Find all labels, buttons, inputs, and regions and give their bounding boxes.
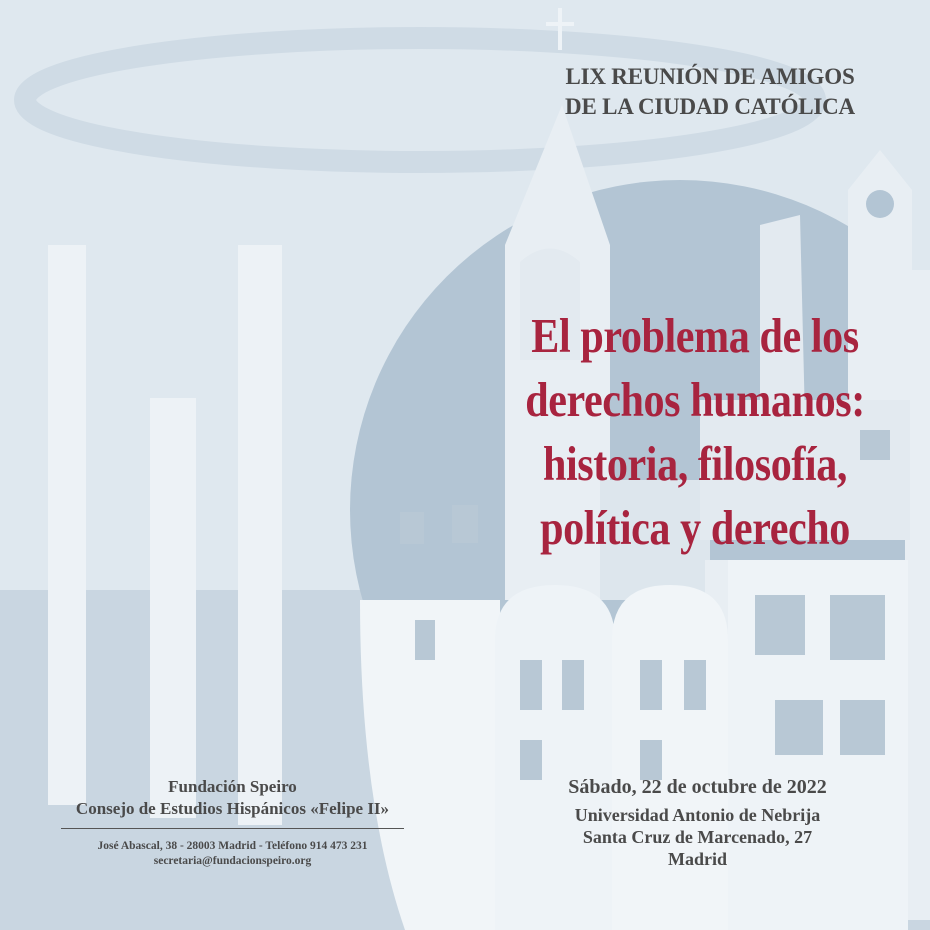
meeting-header [480, 62, 930, 122]
event-details [520, 774, 875, 870]
organizer-council: Consejo de Estudios Hispánicos «Felipe II» [75, 799, 390, 818]
title-line-3: historia, filosofía, [543, 436, 847, 491]
header-line-2: DE LA CIUDAD CATÓLICA [565, 94, 855, 119]
divider-line [61, 828, 404, 829]
organizer-email: secretaria@fundacionspeiro.org [153, 855, 312, 867]
title-line-1: El problema de los [531, 308, 859, 363]
event-city: Madrid [667, 849, 727, 869]
event-title [502, 304, 889, 560]
organizer-block [55, 776, 410, 869]
event-street: Santa Cruz de Marcenado, 27 [582, 827, 813, 847]
organizer-address: José Abascal, 38 - 28003 Madrid - Teléfono 914 473 231 [97, 840, 368, 852]
header-line-1: LIX REUNIÓN DE AMIGOS [565, 64, 855, 89]
event-date: Sábado, 22 de octubre de 2022 [568, 776, 827, 798]
title-line-2: derechos humanos: [525, 372, 865, 427]
organizer-name: Fundación Speiro [168, 777, 297, 796]
title-line-4: política y derecho [540, 500, 850, 555]
event-venue: Universidad Antonio de Nebrija [574, 805, 821, 825]
